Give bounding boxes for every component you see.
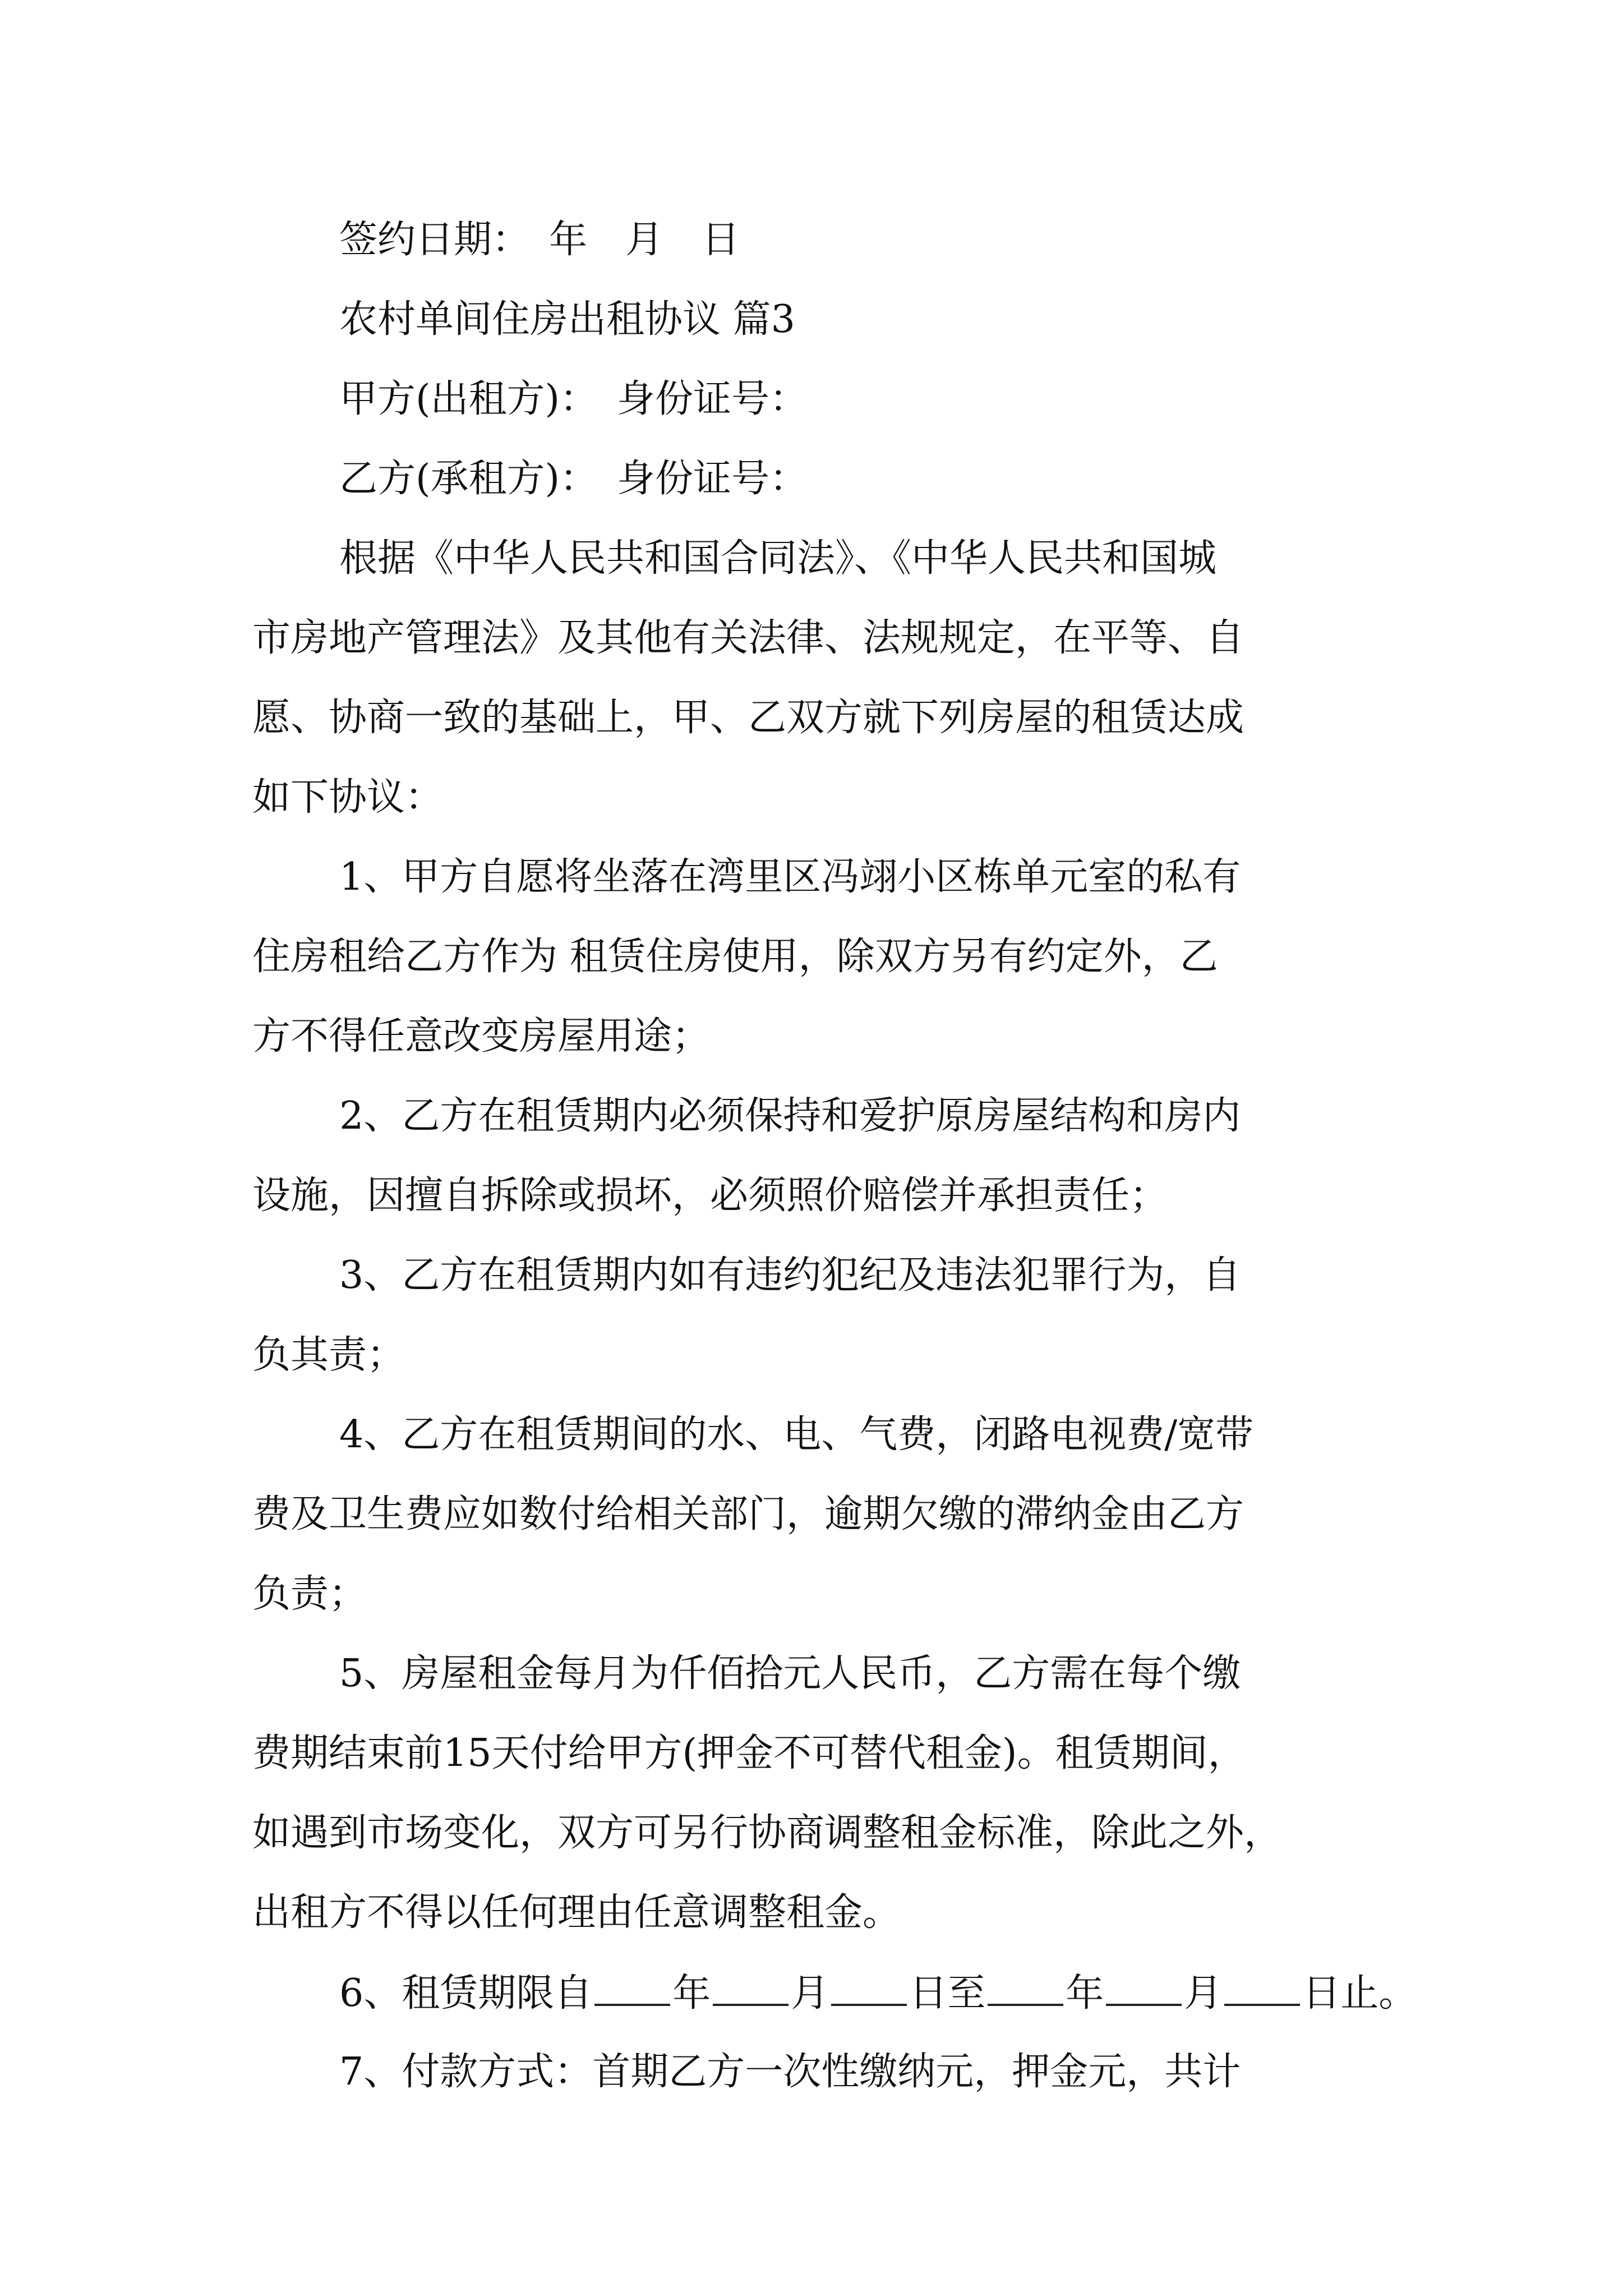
clause-4-line: 负责； (252, 1572, 367, 1616)
clause-4-line: 费及卫生费应如数付给相关部门，逾期欠缴的滞纳金由乙方 (252, 1492, 1244, 1536)
end-month-label: 月 (1184, 1971, 1223, 2016)
clause-1-line: 1、甲方自愿将坐落在湾里区冯翊小区栋单元室的私有 (339, 855, 1241, 899)
clause-2-line: 2、乙方在租赁期内必须保持和爱护原房屋结构和房内 (339, 1094, 1241, 1138)
party-b-line: 乙方(承租方)： 身份证号： (339, 457, 808, 501)
clause-1-line: 住房租给乙方作为 租赁住房使用，除双方另有约定外，乙 (252, 935, 1218, 979)
clause-6-prefix: 6、租赁期限自 (339, 1971, 593, 2016)
end-month-blank (1106, 1970, 1182, 2006)
start-year-blank (594, 1970, 670, 2006)
clause-5-line: 费期结束前15天付给甲方(押金不可替代租金)。租赁期间， (252, 1731, 1246, 1775)
clause-4-line: 4、乙方在租赁期间的水、电、气费，闭路电视费/宽带 (339, 1412, 1254, 1457)
start-year-label: 年 (672, 1971, 711, 2016)
intro-paragraph-line: 市房地产管理法》及其他有关法律、法规规定，在平等、自 (252, 616, 1244, 660)
clause-1-line: 方不得任意改变房屋用途； (252, 1014, 711, 1059)
end-day-blank (1224, 1970, 1300, 2006)
clause-6-line (339, 1970, 1417, 2016)
end-day-label: 日止。 (1302, 1971, 1417, 2016)
clause-3-line: 3、乙方在租赁期内如有违约犯纪及违法犯罪行为，自 (339, 1253, 1241, 1297)
clause-7-line: 7、付款方式：首期乙方一次性缴纳元，押金元，共计 (339, 2050, 1241, 2094)
start-day-blank (831, 1970, 907, 2006)
clause-3-line: 负其责； (252, 1333, 405, 1377)
intro-paragraph-line: 愿、协商一致的基础上，甲、乙双方就下列房屋的租赁达成 (252, 696, 1244, 740)
signing-date-line: 签约日期： 年 月 日 (339, 218, 740, 262)
intro-paragraph-line: 根据《中华人民共和国合同法》、《中华人民共和国城 (339, 536, 1217, 581)
document-title: 农村单间住房出租协议 篇3 (339, 297, 795, 342)
start-day-label: 日至 (909, 1971, 986, 2016)
intro-paragraph-line: 如下协议： (252, 775, 444, 820)
clause-5-line: 出租方不得以任何理由任意调整租金。 (252, 1890, 901, 1935)
clause-2-line: 设施，因擅自拆除或损坏，必须照价赔偿并承担责任； (252, 1174, 1168, 1218)
end-year-blank (988, 1970, 1063, 2006)
start-month-blank (713, 1970, 789, 2006)
end-year-label: 年 (1066, 1971, 1104, 2016)
clause-5-line: 5、房屋租金每月为仟佰拾元人民币，乙方需在每个缴 (339, 1651, 1241, 1696)
party-a-line: 甲方(出租方)： 身份证号： (339, 377, 808, 421)
clause-5-line: 如遇到市场变化，双方可另行协商调整租金标准，除此之外， (252, 1811, 1283, 1855)
start-month-label: 月 (791, 1971, 829, 2016)
